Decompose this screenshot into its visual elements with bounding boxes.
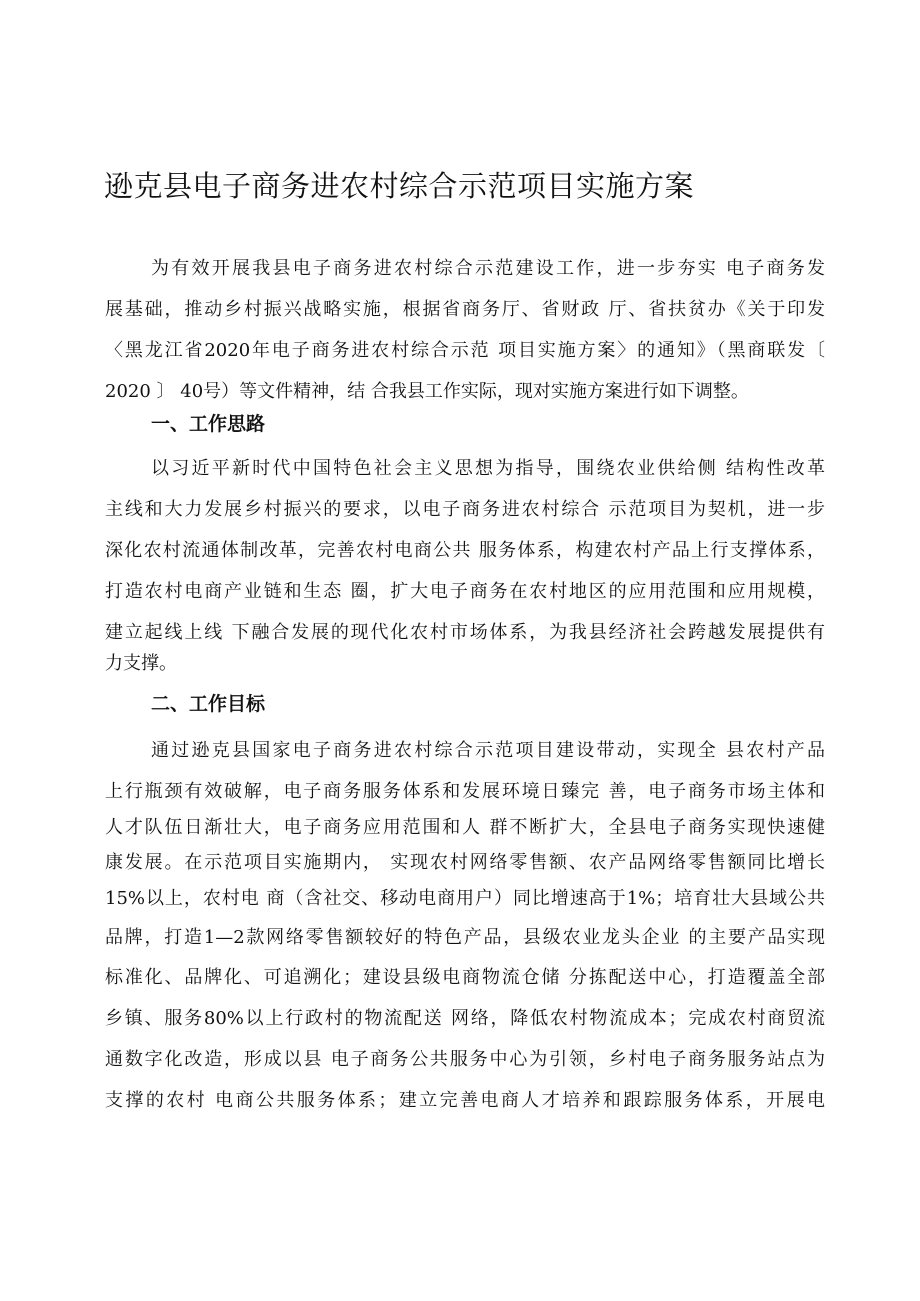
body-line: 人才队伍日渐壮大，电子商务应用范围和人 群不断扩大，全县电子商务实现快速健 xyxy=(105,817,825,838)
document-title: 逊克县电子商务进农村综合示范项目实施方案 xyxy=(104,169,695,203)
intro-line: 2020 〕 40号）等文件精神，结 合我县工作实际，现对实施方案进行如下调整。 xyxy=(105,381,749,402)
body-line: 通过逊克县国家电子商务进农村综合示范项目建设带动，实现全 县农村产品 xyxy=(151,740,825,761)
body-line: 乡镇、服务80%以上行政村的物流配送 网络，降低农村物流成本；完成农村商贸流 xyxy=(105,1008,825,1029)
body-line: 15%以上，农村电 商（含社交、移动电商用户）同比增速高于1%；培育壮大县域公共 xyxy=(105,888,825,909)
intro-line: 为有效开展我县电子商务进农村综合示范建设工作，进一步夯实 电子商务发 xyxy=(151,258,825,279)
section-heading-work-approach: 一、工作思路 xyxy=(151,413,266,435)
body-line: 品牌，打造1—2款网络零售额较好的特色产品，县级农业龙头企业 的主要产品实现 xyxy=(105,927,825,948)
body-line: 通数字化改造，形成以县 电子商务公共服务中心为引领，乡村电子商务服务站点为 xyxy=(105,1049,825,1070)
body-line: 康发展。在示范项目实施期内， 实现农村网络零售额、农产品网络零售额同比增长 xyxy=(105,852,825,873)
body-line: 打造农村电商产业链和生态 圈，扩大电子商务在农村地区的应用范围和应用规模， xyxy=(105,581,825,602)
intro-line: 〈黑龙江省2020年电子商务进农村综合示范 项目实施方案〉的通知》（黑商联发〔 xyxy=(105,340,825,361)
body-line: 标准化、品牌化、可追溯化；建设县级电商物流仓储 分拣配送中心，打造覆盖全部 xyxy=(105,967,825,988)
body-line: 力支撑。 xyxy=(105,653,177,674)
body-line: 上行瓶颈有效破解，电子商务服务体系和发展环境日臻完 善，电子商务市场主体和 xyxy=(105,781,825,802)
body-line: 深化农村流通体制改革，完善农村电商公共 服务体系，构建农村产品上行支撑体系， xyxy=(105,540,825,561)
body-line: 以习近平新时代中国特色社会主义思想为指导，围绕农业供给侧 结构性改革 xyxy=(151,458,825,479)
section-heading-work-goals: 二、工作目标 xyxy=(151,693,266,715)
body-line: 主线和大力发展乡村振兴的要求，以电子商务进农村综合 示范项目为契机，进一步 xyxy=(105,499,825,520)
body-line: 建立起线上线 下融合发展的现代化农村市场体系，为我县经济社会跨越发展提供有 xyxy=(105,622,825,643)
intro-line: 展基础，推动乡村振兴战略实施，根据省商务厅、省财政 厅、省扶贫办《关于印发 xyxy=(105,299,825,320)
body-line: 支撑的农村 电商公共服务体系；建立完善电商人才培养和跟踪服务体系，开展电 xyxy=(105,1090,825,1111)
